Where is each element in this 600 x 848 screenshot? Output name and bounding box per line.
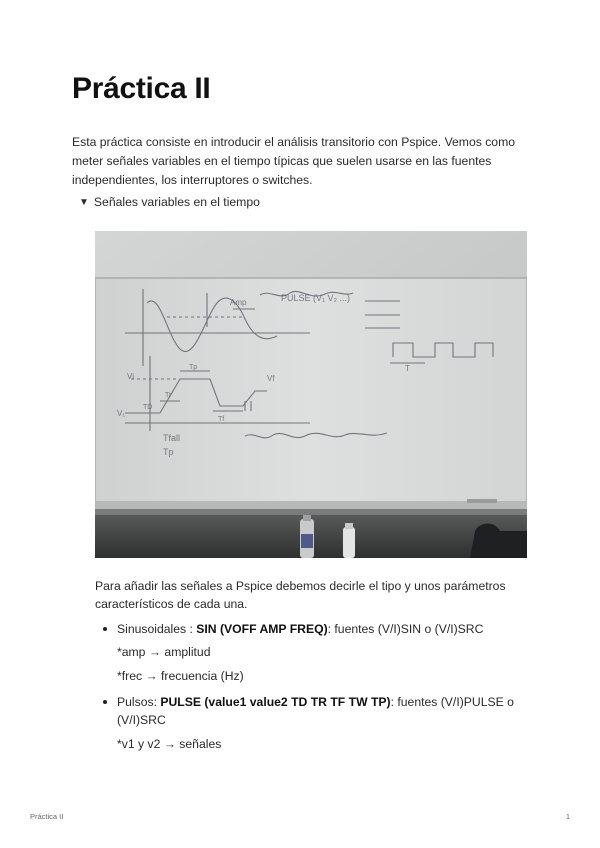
page-title: Práctica II <box>72 72 211 105</box>
sketch-pulse-label: PULSE (V₁ V₂ ...) <box>281 293 351 303</box>
sketch-tf-label: Tf <box>218 416 225 423</box>
note-amp: *amp → amplitud <box>117 645 211 659</box>
bullet-bold: SIN (VOFF AMP FREQ) <box>196 622 328 636</box>
bullet-suffix: : fuentes (V/I)PULSE o (V/I)SRC <box>117 695 514 727</box>
sketch-v1-label: V₁ <box>117 409 126 418</box>
toggle-label: Señales variables en el tiempo <box>93 195 260 209</box>
sketch-vf-label: Vf <box>267 374 275 383</box>
sketch-t-label: T <box>405 364 410 373</box>
footer-doc-title: Práctica II <box>30 812 64 821</box>
sketch-td-label: TD <box>143 404 153 411</box>
sketch-tr-label: Tr <box>165 392 172 399</box>
sketch-tp-text: Tp <box>163 447 174 457</box>
intro-paragraph: Esta práctica consiste en introducir el análisis transitorio con Pspice. Vemos como meter señales variables en el tiempo típicas que suelen usarse en las fuentes independientes, los interruptores o switches. <box>72 135 516 187</box>
whiteboard-photo <box>95 231 527 558</box>
sketch-vi-label: Vi <box>127 372 134 381</box>
bullet-prefix: Pulsos: <box>117 695 161 709</box>
body-paragraph: Para añadir las señales a Pspice debemos decirle el tipo y unos parámetros característicos de cada una. <box>95 579 506 611</box>
bullet-suffix: : fuentes (V/I)SIN o (V/I)SRC <box>327 622 484 636</box>
toggle-section-senales[interactable] <box>79 195 260 209</box>
bullet-prefix: Sinusoidales : <box>117 622 197 636</box>
note-frec: *frec → frecuencia (Hz) <box>117 669 244 683</box>
bottle-left <box>300 515 314 558</box>
bottle-right <box>343 523 355 558</box>
sketch-tp-label: Tp <box>189 364 198 371</box>
note-v1v2: *v1 y v2 → señales <box>117 737 222 751</box>
sketch-amp-label: Amp <box>230 298 247 307</box>
footer-page-number: 1 <box>565 812 570 821</box>
sketch-tfall-text: Tfall <box>163 433 181 443</box>
toggle-triangle-icon[interactable]: ▼ <box>79 196 89 208</box>
bullet-bold: PULSE (value1 value2 TD TR TF TW TP) <box>160 695 391 709</box>
